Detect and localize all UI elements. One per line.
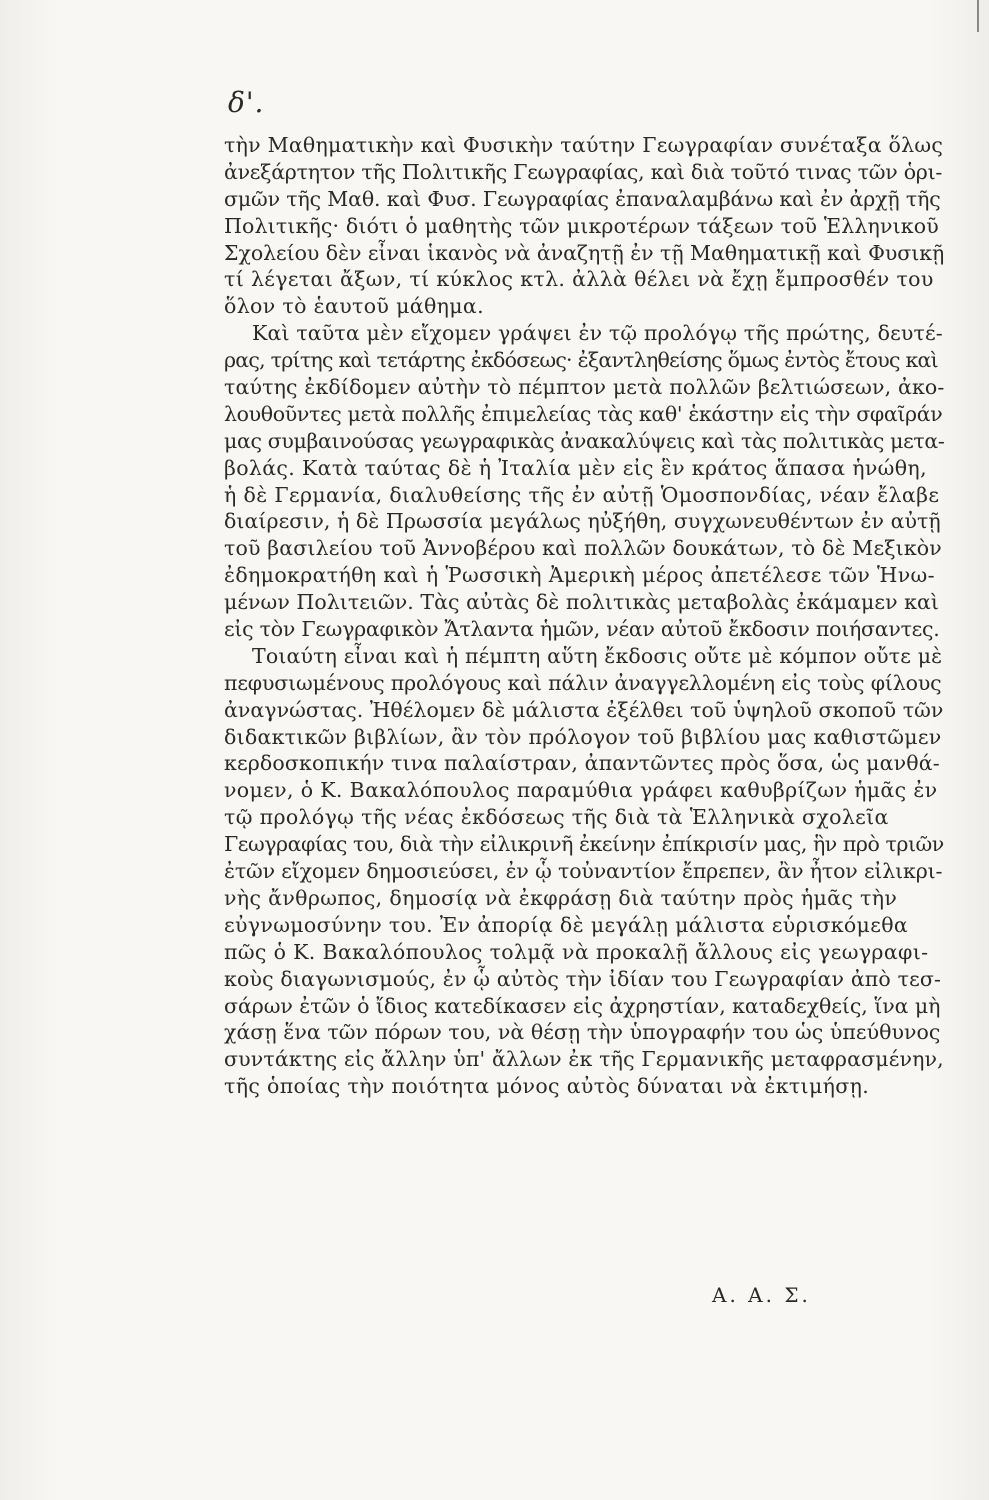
text-line: Τοιαύτη εἶναι καὶ ἡ πέμπτη αὕτη ἔκδοσις οὔτε μὲ κόμπον οὔτε μὲ	[252, 643, 943, 668]
text-line: πῶς ὁ Κ. Βακαλόπουλος τολμᾷ νὰ προκαλῇ ἄλλους εἰς γεωγραφι-	[224, 939, 929, 964]
text-line: μας συμβαινούσας γεωγραφικὰς ἀνακαλύψεις καὶ τὰς πολιτικὰς μετα-	[224, 428, 945, 453]
text-line: ρας, τρίτης καὶ τετάρτης ἐκδόσεως· ἐξαντληθείσης ὅμως ἐντὸς ἔτους καὶ	[224, 348, 938, 373]
text-line: τῷ προλόγῳ τῆς νέας ἐκδόσεως τῆς διὰ τὰ Ἑλληνικὰ σχολεῖα	[224, 805, 889, 830]
text-line: νὴς ἄνθρωπος, δημοσίᾳ νὰ ἐκφράσῃ διὰ ταύτην πρὸς ἡμᾶς τὴν	[224, 885, 898, 910]
text-line: ἐτῶν εἴχομεν δημοσιεύσει, ἐν ᾧ τοὐναντίον ἔπρεπεν, ἂν ἦτον εἰλικρι-	[224, 859, 943, 884]
text-line: συντάκτης εἰς ἄλλην ὑπ' ἄλλων ἐκ τῆς Γερμανικῆς μεταφρασμένην,	[224, 1047, 944, 1072]
text-line: Πολιτικῆς· διότι ὁ μαθητὴς τῶν μικροτέρων τάξεων τοῦ Ἑλληνικοῦ	[224, 213, 939, 238]
text-line: κοὺς διαγωνισμούς, ἐν ᾧ αὐτὸς τὴν ἰδίαν του Γεωγραφίαν ἀπὸ τεσ-	[224, 966, 942, 991]
text-line: εἰς τὸν Γεωγραφικὸν Ἄτλαντα ἡμῶν, νέαν αὐτοῦ ἔκδοσιν ποιήσαντες.	[224, 617, 940, 642]
text-line: τῆς ὁποίας τὴν ποιότητα μόνος αὐτὸς δύναται νὰ ἐκτιμήσῃ.	[224, 1074, 870, 1099]
text-line: πεφυσιωμένους προλόγους καὶ πάλιν ἀναγγελλομένη εἰς τοὺς φίλους	[224, 670, 942, 695]
text-line: λουθοῦντες μετὰ πολλῆς ἐπιμελείας τὰς καθ' ἑκάστην εἰς τὴν σφαῖράν	[224, 401, 943, 426]
text-line: κερδοσκοπικήν τινα παλαίστραν, ἀπαντῶντες πρὸς ὅσα, ὡς μανθά-	[224, 751, 940, 776]
text-line: εὐγνωμοσύνην του. Ἐν ἀπορίᾳ δὲ μεγάλῃ μάλιστα εὑρισκόμεθα	[224, 912, 909, 937]
text-line: σμῶν τῆς Μαθ. καὶ Φυσ. Γεωγραφίας ἐπαναλαμβάνω καὶ ἐν ἀρχῇ τῆς	[224, 186, 941, 211]
preface-text	[224, 132, 944, 1100]
author-initials: Α. Α. Σ.	[712, 1283, 811, 1307]
text-line: Καὶ ταῦτα μὲν εἴχομεν γράψει ἐν τῷ προλόγῳ τῆς πρώτης, δευτέ-	[252, 321, 943, 346]
page-number: δ'.	[228, 86, 265, 119]
text-line: ἀναγνώστας. Ἠθέλομεν δὲ μάλιστα ἐξέλθει τοῦ ὑψηλοῦ σκοποῦ τῶν	[224, 697, 944, 722]
text-line: τὴν Μαθηματικὴν καὶ Φυσικὴν ταύτην Γεωγραφίαν συνέταξα ὅλως	[224, 133, 944, 157]
text-line: νομεν, ὁ Κ. Βακαλόπουλος παραμύθια γράφει καθυβρίζων ἡμᾶς ἐν	[224, 778, 938, 803]
text-line: Γεωγραφίας του, διὰ τὴν εἰλικρινῆ ἐκείνην ἐπίκρισίν μας, ἣν πρὸ τριῶν	[224, 832, 944, 857]
text-line: ἐδημοκρατήθη καὶ ἡ Ῥωσσικὴ Ἀμερικὴ μέρος ἀπετέλεσε τῶν Ἡνω-	[224, 563, 935, 588]
text-line: σάρων ἐτῶν ὁ ἴδιος κατεδίκασεν εἰς ἀχρηστίαν, καταδεχθείς, ἵνα μὴ	[224, 993, 941, 1018]
paragraph-1	[224, 132, 944, 320]
text-line: ταύτης ἐκδίδομεν αὐτὴν τὸ πέμπτον μετὰ πολλῶν βελτιώσεων, ἀκο-	[224, 375, 945, 400]
text-line: διαίρεσιν, ἡ δὲ Πρωσσία μεγάλως ηὐξήθη, συγχωνευθέντων ἐν αὐτῇ	[224, 509, 941, 534]
text-line: χάσῃ ἕνα τῶν πόρων του, νὰ θέσῃ τὴν ὑπογραφήν του ὡς ὑπεύθυνος	[224, 1020, 941, 1045]
text-line: τοῦ βασιλείου τοῦ Ἀννοβέρου καὶ πολλῶν δουκάτων, τὸ δὲ Μεξικὸν	[224, 536, 942, 561]
text-line: τί λέγεται ἄξων, τί κύκλος κτλ. ἀλλὰ θέλει νὰ ἔχῃ ἔμπροσθέν του	[224, 267, 934, 292]
text-line: διδακτικῶν βιβλίων, ἂν τὸν πρόλογον τοῦ βιβλίου μας καθιστῶμεν	[224, 724, 942, 749]
paragraph-2	[224, 320, 944, 643]
text-line: ἀνεξάρτητον τῆς Πολιτικῆς Γεωγραφίας, καὶ διὰ τοῦτό τινας τῶν ὁρι-	[224, 159, 943, 184]
text-line: ὅλον τὸ ἑαυτοῦ μάθημα.	[224, 294, 484, 319]
page-edge-mark	[977, 0, 979, 32]
text-line: βολάς. Κατὰ ταύτας δὲ ἡ Ἰταλία μὲν εἰς ἓν κράτος ἅπασα ἡνώθη,	[224, 455, 927, 480]
text-line: Σχολείου δὲν εἶναι ἱκανὸς νὰ ἀναζητῇ ἐν τῇ Μαθηματικῇ καὶ Φυσικῇ	[224, 240, 945, 265]
paragraph-3	[224, 643, 944, 1100]
text-line: μένων Πολιτειῶν. Τὰς αὐτὰς δὲ πολιτικὰς μεταβολὰς ἐκάμαμεν καὶ	[224, 590, 939, 615]
text-line: ἡ δὲ Γερμανία, διαλυθείσης τῆς ἐν αὐτῇ Ὁμοσπονδίας, νέαν ἔλαβε	[224, 482, 940, 507]
